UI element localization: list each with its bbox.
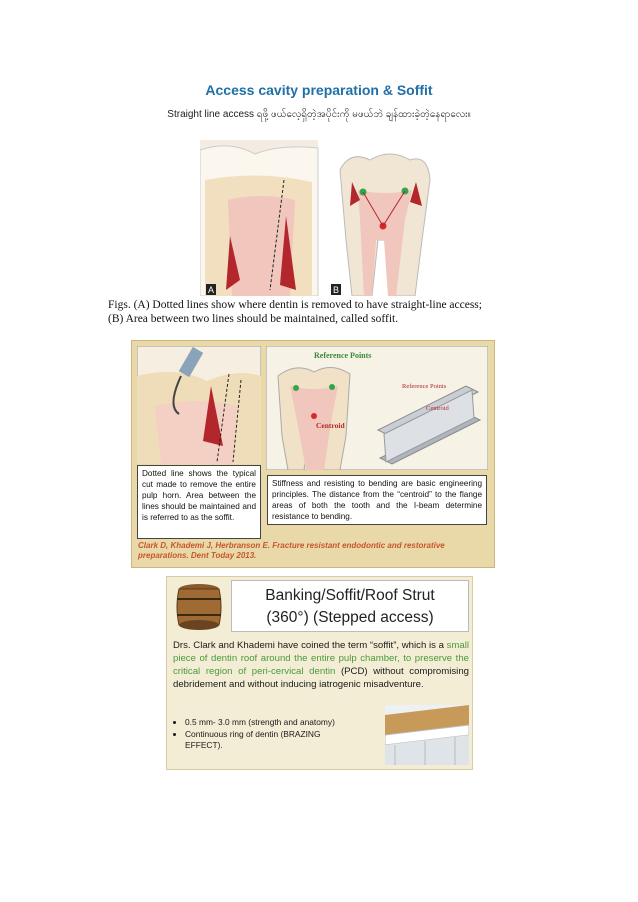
page-subtitle: Straight line access ရဖို့ ဖယ်လေ့ရှိတဲ့အပိုင်းကို မဖယ်ဘဲ ချန်ထားခဲ့တဲ့နေရာလေး။ — [167, 109, 471, 120]
body-text-end: (PCD) without compromising debridement and without inducing iatrogenic misadventure. — [173, 666, 469, 690]
beam-reference-points-label: Reference Points — [402, 383, 447, 390]
bullet-item: • 0.5 mm- 3.0 mm (strength and anatomy) — [185, 717, 353, 728]
citation: Clark D, Khademi J, Herbranson E. Fracture resistant endodontic and restorative preparations. Dent Today 2013. — [138, 541, 445, 560]
tooth-illustration — [200, 140, 440, 296]
body-highlight: small piece of dentin roof around the entire pulp chamber, to preserve the critical region of peri-cervical dentin — [173, 640, 469, 677]
fig1-label-b: B — [332, 285, 340, 295]
caption-line-1: Figs. (A) Dotted lines show where dentin is removed to have straight-line access; — [108, 299, 482, 311]
centroid-label: Centroid — [316, 421, 345, 430]
panel3-body — [173, 639, 469, 691]
panel3-title-line-2: (360°) (Stepped access) — [266, 609, 434, 626]
banking-soffit-panel — [166, 576, 473, 770]
body-text-start: Drs. Clark and Khademi have coined the term “soffit”, which is a — [173, 640, 447, 651]
barrel-image — [171, 581, 227, 633]
tooth-and-ibeam-illustration — [266, 346, 488, 470]
caption-line-2: (B) Area between two lines should be maintained, called soffit. — [108, 313, 399, 325]
panel3-title — [231, 580, 469, 632]
soffit-engineering-panel — [131, 340, 495, 568]
bullet-item: • Continuous ring of dentin (BRAZING EFFECT). — [185, 729, 353, 751]
beam-centroid-label: Centroid — [426, 405, 449, 412]
roof-soffit-photo — [385, 705, 469, 765]
figure-tooth-access — [200, 140, 440, 296]
page-title: Access cavity preparation & Soffit — [205, 82, 433, 98]
fig1-label-a: A — [207, 285, 215, 295]
tooth-cut-illustration — [137, 346, 261, 464]
soffit-description: Dotted line shows the typical cut made to remove the entire pulp horn. Area between the lines should be maintained and is referred to as the soffit. — [137, 465, 261, 539]
panel3-bullets — [173, 717, 353, 752]
reference-points-label: Reference Points — [314, 351, 372, 360]
figure-caption — [108, 298, 528, 326]
panel3-title-line-1: Banking/Soffit/Roof Strut — [265, 587, 435, 604]
engineering-description: Stiffness and resisting to bending are basic engineering principles. The distance from the “centroid” to the flange areas of both the tooth and the I-beam determine resistance to bending. — [267, 475, 487, 525]
